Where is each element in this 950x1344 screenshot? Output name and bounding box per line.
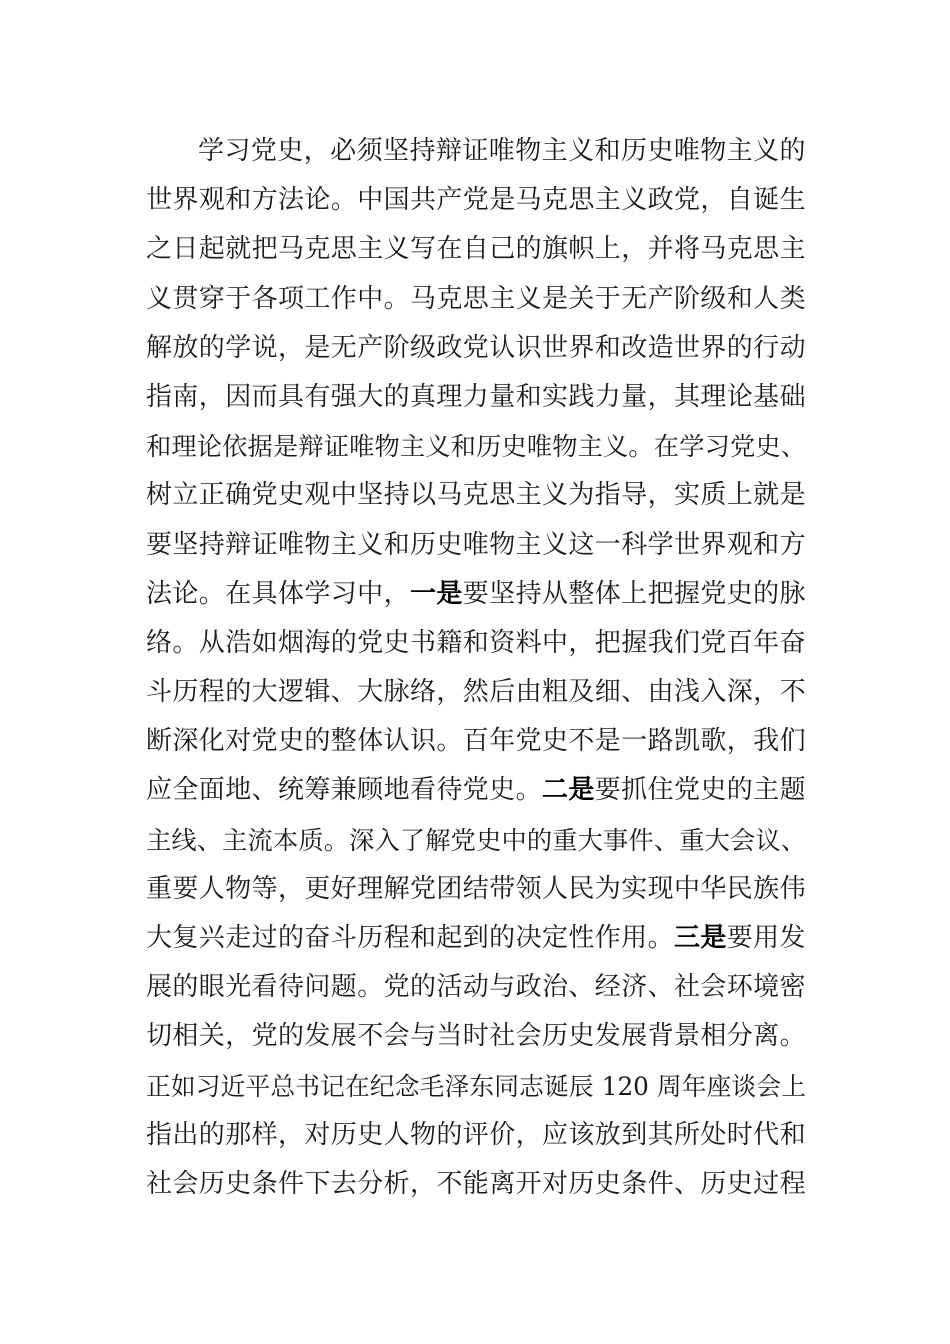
paragraph-line: 指南，因而具有强大的真理力量和实践力量，其理论基础 <box>146 381 806 412</box>
paragraph-line: 切相关，党的发展不会与当时社会历史发展背景相分离。 <box>146 1021 806 1052</box>
paragraph-line: 世界观和方法论。中国共产党是马克思主义政党，自诞生 <box>146 185 806 216</box>
body-paragraph <box>146 127 806 1209</box>
paragraph-line: 树立正确党史观中坚持以马克思主义为指导，实质上就是 <box>146 480 806 511</box>
emphasis-point-three: 三是 <box>673 923 727 953</box>
paragraph-line: 社会历史条件下去分析，不能离开对历史条件、历史过程 <box>146 1168 806 1199</box>
paragraph-line: 重要人物等，更好理解党团结带领人民为实现中华民族伟 <box>146 873 806 904</box>
paragraph-line: 主线、主流本质。深入了解党史中的重大事件、重大会议、 <box>146 825 806 855</box>
paragraph-line: 之日起就把马克思主义写在自己的旗帜上，并将马克思主 <box>146 234 806 265</box>
paragraph-line: 展的眼光看待问题。党的活动与政治、经济、社会环境密 <box>146 972 806 1003</box>
paragraph-line: 正如习近平总书记在纪念毛泽东同志诞辰 120 周年座谈会上 <box>146 1071 806 1101</box>
paragraph-line: 学习党史，必须坚持辩证唯物主义和历史唯物主义的 <box>198 136 806 166</box>
emphasis-point-two: 二是 <box>541 775 595 806</box>
paragraph-line: 应全面地、统筹兼顾地看待党史。二是要抓住党史的主题 <box>146 775 806 806</box>
paragraph-line: 解放的学说，是无产阶级政党认识世界和改造世界的行动 <box>146 332 806 363</box>
paragraph-line: 断深化对党史的整体认识。百年党史不是一路凯歌，我们 <box>146 726 806 757</box>
paragraph-line: 和理论依据是辩证唯物主义和历史唯物主义。在学习党史、 <box>146 432 806 462</box>
paragraph-line: 法论。在具体学习中，一是要坚持从整体上把握党史的脉 <box>146 578 806 609</box>
paragraph-line: 斗历程的大逻辑、大脉络，然后由粗及细、由浅入深，不 <box>146 677 806 708</box>
paragraph-line: 大复兴走过的奋斗历程和起到的决定性作用。三是要用发 <box>146 923 806 953</box>
paragraph-line: 要坚持辩证唯物主义和历史唯物主义这一科学世界观和方 <box>146 529 806 560</box>
emphasis-point-one: 一是 <box>409 578 463 609</box>
paragraph-line: 指出的那样，对历史人物的评价，应该放到其所处时代和 <box>146 1119 806 1150</box>
paragraph-line: 络。从浩如烟海的党史书籍和资料中，把握我们党百年奋 <box>146 627 806 658</box>
paragraph-line: 义贯穿于各项工作中。马克思主义是关于无产阶级和人类 <box>146 283 806 314</box>
